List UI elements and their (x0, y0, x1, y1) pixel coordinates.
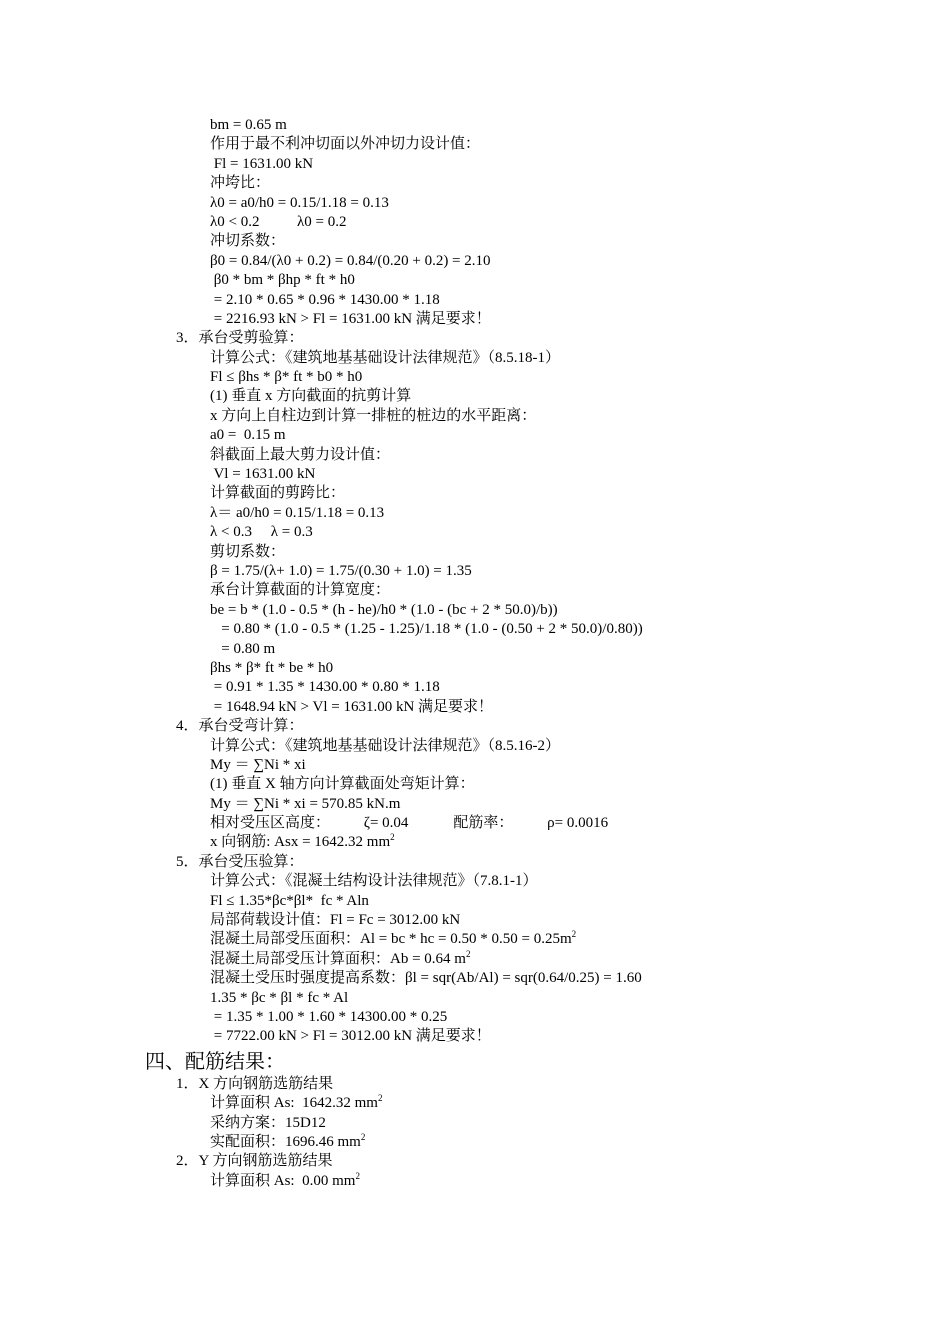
line-text: λ0 = a0/h0 = 0.15/1.18 = 0.13 (210, 194, 389, 211)
text-line (0, 387, 950, 406)
text-line (0, 775, 950, 794)
line-text: = 2216.93 kN > Fl = 1631.00 kN 满足要求！ (210, 310, 491, 327)
text-line (0, 640, 950, 659)
line-text: = 1.35 * 1.00 * 1.60 * 14300.00 * 0.25 (210, 1008, 448, 1025)
document-body (0, 116, 950, 1191)
text-line (0, 465, 950, 484)
text-line (0, 232, 950, 251)
subsection-heading (0, 1152, 950, 1171)
section-heading (0, 1049, 950, 1075)
text-line (0, 814, 950, 833)
line-text: Fl ≤ 1.35*βc*βl* fc * Aln (210, 892, 369, 909)
line-text: 斜截面上最大剪力设计值： (210, 446, 391, 463)
line-text: 相对受压区高度： ζ= 0.04 配筋率： ρ= 0.0016 (210, 815, 609, 832)
superscript: 2 (355, 1170, 360, 1181)
line-text: 计算公式：《混凝土结构设计法律规范》（7.8.1-1） (210, 873, 538, 890)
superscript: 2 (465, 948, 471, 959)
text-line (0, 426, 950, 445)
line-text: β0 * bm * βhp * ft * h0 (210, 272, 355, 289)
subsection-heading (0, 717, 950, 736)
line-text: = 0.80 m (210, 640, 276, 657)
text-line (0, 969, 950, 988)
line-text: λ < 0.3 λ = 0.3 (210, 524, 313, 541)
line-text: My ＝ ∑Ni * xi = 570.85 kN.m (210, 795, 401, 812)
line-text: 混凝土局部受压面积：Al = bc * hc = 0.50 * 0.50 = 0.25m (210, 931, 572, 948)
line-text: = 1648.94 kN > Vl = 1631.00 kN 满足要求！ (210, 698, 494, 715)
text-line (0, 892, 950, 911)
text-line (0, 135, 950, 154)
text-line (0, 116, 950, 135)
text-line (0, 155, 950, 174)
line-text: 4．承台受弯计算： (176, 718, 304, 735)
line-text: 冲垮比： (210, 175, 271, 192)
text-line (0, 737, 950, 756)
text-line (0, 756, 950, 775)
subsection-heading (0, 329, 950, 348)
line-text: My ＝ ∑Ni * xi (210, 756, 306, 773)
text-line (0, 349, 950, 368)
line-text: 计算公式：《建筑地基基础设计法律规范》（8.5.18-1） (210, 349, 560, 366)
text-line (0, 562, 950, 581)
text-line (0, 174, 950, 193)
line-text: (1) 垂直 X 轴方向计算截面处弯矩计算： (210, 776, 475, 793)
line-text: βhs * β* ft * be * h0 (210, 659, 334, 676)
line-text: 1．X 方向钢筋选筋结果 (176, 1075, 334, 1092)
text-line (0, 833, 950, 852)
line-text: 承台计算截面的计算宽度： (210, 582, 391, 599)
text-line (0, 446, 950, 465)
line-text: Fl = 1631.00 kN (210, 155, 314, 172)
line-text: β0 = 0.84/(λ0 + 0.2) = 0.84/(0.20 + 0.2) = 2.10 (210, 252, 491, 269)
line-text: 混凝土局部受压计算面积：Ab = 0.64 m (210, 950, 466, 967)
text-line (0, 1094, 950, 1113)
line-text: 混凝土受压时强度提高系数：βl = sqr(Ab/Al) = sqr(0.64/0.25) = 1.60 (210, 970, 642, 987)
text-line (0, 795, 950, 814)
text-line (0, 911, 950, 930)
text-line (0, 194, 950, 213)
text-line (0, 484, 950, 503)
line-text: 2．Y 方向钢筋选筋结果 (176, 1153, 333, 1170)
line-text: (1) 垂直 x 方向截面的抗剪计算 (210, 388, 412, 405)
line-text: 实配面积：1696.46 mm (210, 1133, 361, 1150)
superscript: 2 (377, 1093, 383, 1104)
line-text: 采纳方案：15D12 (210, 1114, 326, 1131)
text-line (0, 678, 950, 697)
line-text: 计算面积 As: 0.00 mm (210, 1172, 356, 1189)
line-text: λ＝ a0/h0 = 0.15/1.18 = 0.13 (210, 504, 385, 521)
superscript: 2 (360, 1131, 366, 1142)
line-text: 1.35 * βc * βl * fc * Al (210, 989, 349, 1006)
line-text: 局部荷载设计值：Fl = Fc = 3012.00 kN (210, 912, 461, 929)
subsection-heading (0, 853, 950, 872)
line-text: = 0.91 * 1.35 * 1430.00 * 0.80 * 1.18 (210, 679, 440, 696)
line-text: 3．承台受剪验算： (176, 330, 304, 347)
line-text: be = b * (1.0 - 0.5 * (h - he)/h0 * (1.0 - (bc + 2 * 50.0)/b)) (210, 601, 558, 618)
line-text: 5．承台受压验算： (176, 853, 304, 870)
line-text: 计算面积 As: 1642.32 mm (210, 1095, 378, 1112)
line-text: 计算公式：《建筑地基基础设计法律规范》（8.5.16-2） (210, 737, 560, 754)
text-line (0, 872, 950, 891)
text-line (0, 581, 950, 600)
line-text: Fl ≤ βhs * β* ft * b0 * h0 (210, 369, 363, 386)
line-text: a0 = 0.15 m (210, 427, 286, 444)
text-line (0, 213, 950, 232)
text-line (0, 504, 950, 523)
line-text: 剪切系数： (210, 543, 286, 560)
line-text: = 7722.00 kN > Fl = 3012.00 kN 满足要求！ (210, 1028, 491, 1045)
line-text: 作用于最不利冲切面以外冲切力设计值： (210, 136, 481, 153)
text-line (0, 930, 950, 949)
text-line (0, 543, 950, 562)
text-line (0, 989, 950, 1008)
text-line (0, 310, 950, 329)
line-text: = 0.80 * (1.0 - 0.5 * (1.25 - 1.25)/1.18 * (1.0 - (0.50 + 2 * 50.0)/0.80)) (210, 621, 643, 638)
line-text: bm = 0.65 m (210, 117, 287, 133)
text-line (0, 659, 950, 678)
text-line (0, 368, 950, 387)
line-text: 冲切系数： (210, 233, 286, 250)
text-line (0, 1027, 950, 1046)
text-line (0, 252, 950, 271)
text-line (0, 523, 950, 542)
superscript: 2 (571, 929, 577, 940)
line-text: β = 1.75/(λ+ 1.0) = 1.75/(0.30 + 1.0) = 1.35 (210, 562, 472, 579)
text-line (0, 1008, 950, 1027)
subsection-heading (0, 1075, 950, 1094)
line-text: x 方向上自柱边到计算一排桩的桩边的水平距离： (210, 407, 537, 424)
line-text: = 2.10 * 0.65 * 0.96 * 1430.00 * 1.18 (210, 291, 440, 308)
text-line (0, 291, 950, 310)
text-line (0, 271, 950, 290)
text-line (0, 1133, 950, 1152)
line-text: Vl = 1631.00 kN (210, 466, 316, 483)
text-line (0, 698, 950, 717)
superscript: 2 (390, 832, 395, 843)
text-line (0, 1114, 950, 1133)
text-line (0, 407, 950, 426)
text-line (0, 620, 950, 639)
text-line (0, 950, 950, 969)
text-line (0, 1172, 950, 1191)
line-text: x 向钢筋: Asx = 1642.32 mm (210, 834, 391, 851)
text-line (0, 601, 950, 620)
line-text: 计算截面的剪跨比： (210, 485, 346, 502)
line-text: 四、配筋结果： (145, 1050, 285, 1073)
line-text: λ0 < 0.2 λ0 = 0.2 (210, 213, 347, 230)
